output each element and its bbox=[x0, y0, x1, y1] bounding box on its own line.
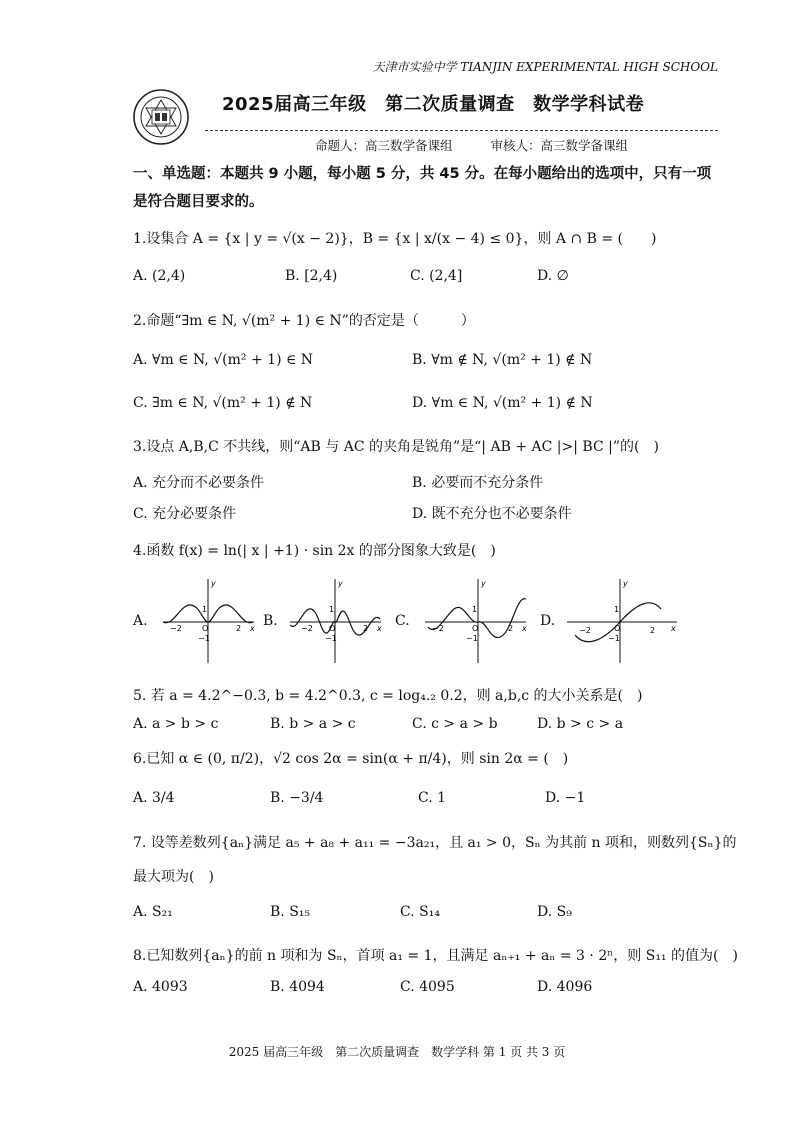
q7-option-c: C. S₁₄ bbox=[400, 904, 440, 920]
q7-option-a: A. S₂₁ bbox=[133, 904, 173, 920]
setter-label: 命题人：高三数学备课组 bbox=[315, 138, 453, 153]
q4-option-d-label: D. bbox=[540, 613, 556, 629]
question-7-stem: 7. 设等差数列{aₙ}满足 a₅ + a₈ + a₁₁ = −3a₂₁，且 a₁ > 0，Sₙ 为其前 n 项和，则数列{Sₙ}的 bbox=[133, 835, 737, 851]
q1-option-d: D. ∅ bbox=[537, 268, 569, 284]
q4d-neg-one: −1 bbox=[608, 634, 620, 643]
school-header: 天津市实验中学 TIANJIN EXPERIMENTAL HIGH SCHOOL bbox=[372, 60, 718, 74]
q4b-one: 1 bbox=[329, 605, 335, 614]
question-5-stem: 5. 若 a = 4.2^−0.3, b = 4.2^0.3, c = log₄.₂ 0.2，则 a,b,c 的大小关系是( ) bbox=[133, 688, 643, 704]
q4a-neg-two: −2 bbox=[170, 624, 182, 633]
q8-option-c: C. 4095 bbox=[400, 979, 455, 995]
section-heading: 一、单选题：本题共 9 小题，每小题 5 分，共 45 分。在每小题给出的选项中，只有一项是符合题目要求的。 bbox=[133, 166, 712, 210]
q1-option-b: B. [2,4) bbox=[285, 268, 338, 284]
q4-graph-c bbox=[420, 575, 530, 665]
q6-option-a: A. 3/4 bbox=[133, 790, 175, 806]
question-8-stem: 8.已知数列{aₙ}的前 n 项和为 Sₙ，首项 a₁ = 1，且满足 aₙ₊₁ + aₙ = 3 · 2ⁿ，则 S₁₁ 的值为( ) bbox=[133, 948, 738, 964]
q5-option-b: B. b > a > c bbox=[270, 716, 356, 732]
q4c-origin: O bbox=[472, 624, 479, 633]
q4d-x-label: x bbox=[671, 624, 676, 633]
q4-option-b-label: B. bbox=[263, 613, 278, 629]
q4d-origin: O bbox=[614, 624, 621, 633]
q2-option-b: B. ∀m ∉ N, √(m² + 1) ∉ N bbox=[412, 352, 593, 368]
q4c-y-label: y bbox=[481, 579, 486, 588]
q4c-neg-two: −2 bbox=[432, 624, 444, 633]
q2-option-a: A. ∀m ∈ N, √(m² + 1) ∈ N bbox=[133, 352, 314, 368]
q4-option-a-label: A. bbox=[133, 613, 148, 629]
q4a-origin: O bbox=[202, 624, 209, 633]
q4a-x-label: x bbox=[250, 624, 255, 633]
q3-option-c: C. 充分必要条件 bbox=[133, 506, 237, 522]
q8-option-d: D. 4096 bbox=[537, 979, 593, 995]
q2-option-d: D. ∀m ∈ N, √(m² + 1) ∉ N bbox=[412, 395, 593, 411]
q6-option-b: B. −3/4 bbox=[270, 790, 324, 806]
q8-option-b: B. 4094 bbox=[270, 979, 325, 995]
q4b-two: 2 bbox=[363, 624, 369, 633]
question-2-stem: 2.命题“∃m ∈ N, √(m² + 1) ∈ N”的否定是（ ） bbox=[133, 313, 475, 329]
q4b-x-label: x bbox=[377, 624, 382, 633]
q4b-neg-two: −2 bbox=[301, 624, 313, 633]
q7-option-d: D. S₉ bbox=[537, 904, 572, 920]
author-line bbox=[315, 136, 628, 154]
school-seal-logo bbox=[132, 88, 190, 146]
q4c-one: 1 bbox=[472, 605, 478, 614]
q1-option-a: A. (2,4) bbox=[133, 268, 186, 284]
q4-graph-a bbox=[158, 575, 258, 665]
q5-option-a: A. a > b > c bbox=[133, 716, 219, 732]
q6-option-d: D. −1 bbox=[545, 790, 586, 806]
q4-option-c-label: C. bbox=[395, 613, 410, 629]
q4c-neg-one: −1 bbox=[466, 634, 478, 643]
q4b-neg-one: −1 bbox=[325, 634, 337, 643]
question-7-stem-cont: 最大项为( ) bbox=[133, 869, 214, 885]
q4d-neg-two: −2 bbox=[579, 626, 591, 635]
q4-graph-d bbox=[565, 575, 680, 665]
question-4-stem: 4.函数 f(x) = ln(| x | +1) · sin 2x 的部分图象大致是( ) bbox=[133, 543, 496, 559]
question-3-stem: 3.设点 A,B,C 不共线，则“AB 与 AC 的夹角是锐角”是“| AB + AC |>| BC |”的( ) bbox=[133, 439, 659, 455]
q4a-neg-one: −1 bbox=[198, 634, 210, 643]
q6-option-c: C. 1 bbox=[418, 790, 447, 806]
q4-graph-b bbox=[285, 575, 385, 665]
page-footer: 2025 届高三年级 第二次质量调查 数学学科 第 1 页 共 3 页 bbox=[228, 1045, 566, 1059]
q4b-origin: O bbox=[329, 624, 336, 633]
q2-option-c: C. ∃m ∈ N, √(m² + 1) ∉ N bbox=[133, 395, 313, 411]
exam-title: 2025届高三年级 第二次质量调查 数学学科试卷 bbox=[222, 94, 645, 115]
q5-option-c: C. c > a > b bbox=[412, 716, 498, 732]
q3-option-b: B. 必要而不充分条件 bbox=[412, 475, 544, 491]
q4d-two: 2 bbox=[650, 626, 656, 635]
q4c-x-label: x bbox=[522, 624, 527, 633]
reviewer-label: 审核人：高三数学备课组 bbox=[490, 138, 629, 153]
q7-option-b: B. S₁₅ bbox=[270, 904, 311, 920]
q8-option-a: A. 4093 bbox=[133, 979, 188, 995]
q5-option-d: D. b > c > a bbox=[537, 716, 624, 732]
question-1-stem: 1.设集合 A = {x | y = √(x − 2)}，B = {x | x/(x − 4) ≤ 0}，则 A ∩ B = ( ) bbox=[133, 231, 657, 247]
q4b-y-label: y bbox=[338, 579, 343, 588]
q4a-one: 1 bbox=[202, 605, 208, 614]
q4a-y-label: y bbox=[211, 579, 216, 588]
q3-option-d: D. 既不充分也不必要条件 bbox=[412, 506, 572, 522]
q4d-one: 1 bbox=[614, 605, 620, 614]
q1-option-c: C. (2,4] bbox=[410, 268, 463, 284]
q4a-two: 2 bbox=[236, 624, 242, 633]
header-divider bbox=[205, 130, 718, 131]
q4c-two: 2 bbox=[508, 624, 514, 633]
q4d-y-label: y bbox=[623, 579, 628, 588]
q3-option-a: A. 充分而不必要条件 bbox=[133, 475, 265, 491]
question-6-stem: 6.已知 α ∈ (0, π/2)，√2 cos 2α = sin(α + π/4)，则 sin 2α = ( ) bbox=[133, 751, 569, 767]
